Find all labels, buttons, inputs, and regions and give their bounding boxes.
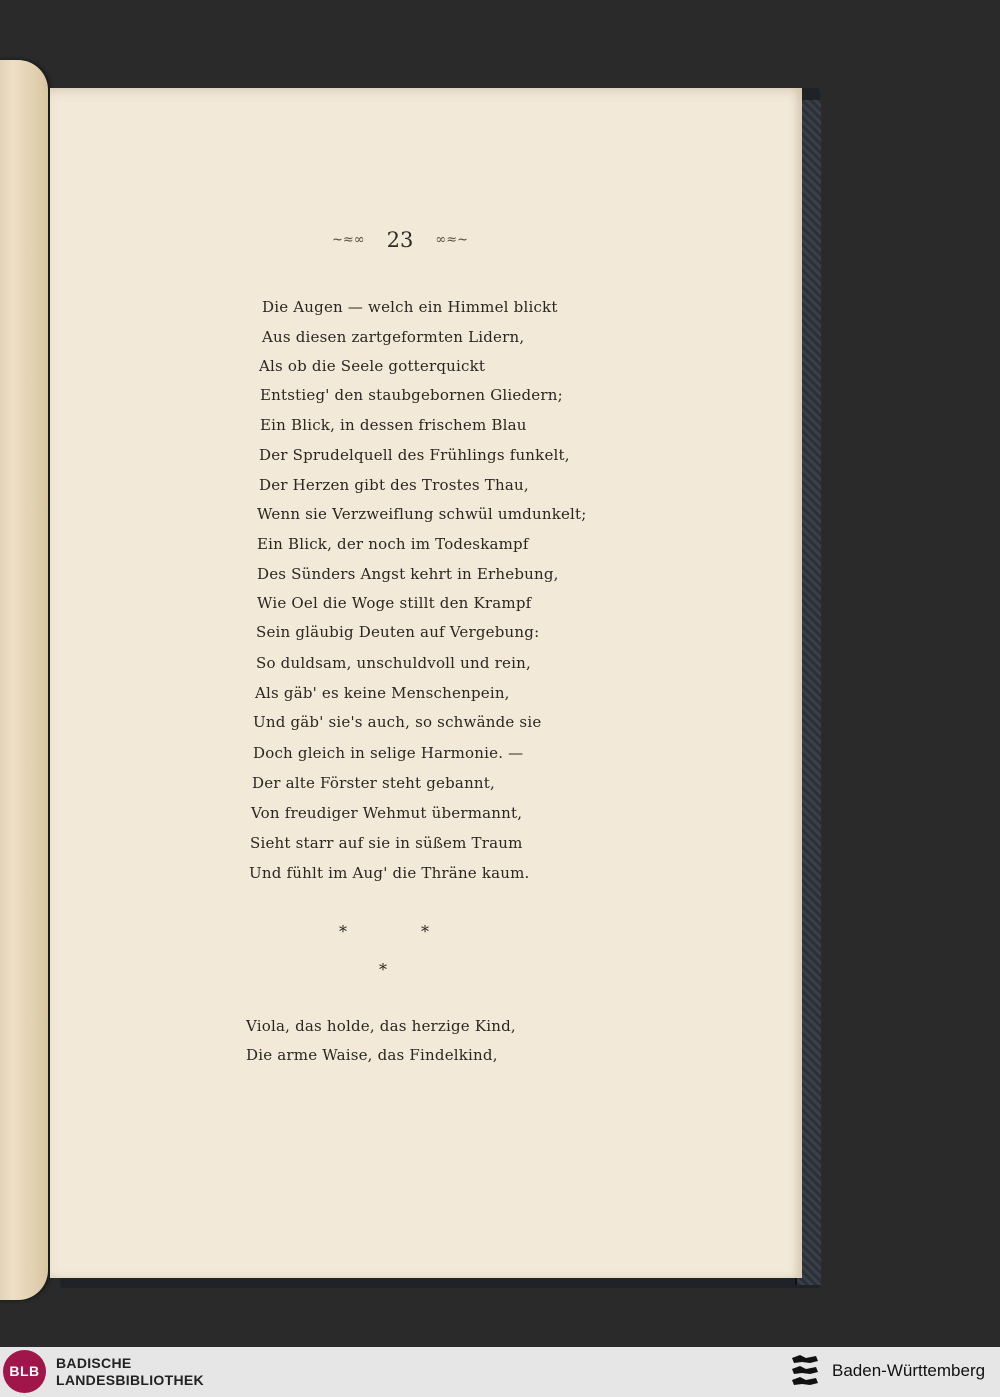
blb-library-name[interactable]: [56, 1355, 204, 1389]
book-page: [50, 88, 802, 1278]
section-asterisk: *: [421, 922, 429, 941]
verse-line: Die Augen — welch ein Himmel blickt: [262, 298, 558, 316]
verse-line: Des Sünders Angst kehrt in Erhebung,: [257, 565, 559, 583]
viewer-footer: [0, 1347, 1000, 1397]
verse-line: Ein Blick, der noch im Todeskampf: [257, 535, 529, 553]
section-asterisk: *: [339, 922, 347, 941]
ornament-right: ∞≈~: [435, 232, 468, 248]
verse-line: So duldsam, unschuldvoll und rein,: [256, 654, 531, 672]
verse-line: Sieht starr auf sie in süßem Traum: [250, 834, 523, 852]
blb-logo[interactable]: BLB: [3, 1350, 46, 1393]
verse-line: Viola, das holde, das herzige Kind,: [246, 1017, 516, 1035]
verse-line: Der alte Förster steht gebannt,: [252, 774, 495, 792]
verse-line: Und gäb' sie's auch, so schwände sie: [253, 713, 542, 731]
verse-line: Die arme Waise, das Findelkind,: [246, 1046, 498, 1064]
verse-line: Entstieg' den staubgebornen Gliedern;: [260, 386, 563, 404]
verse-line: Als ob die Seele gotterquickt: [259, 357, 486, 375]
baden-wuerttemberg-lions-icon[interactable]: [788, 1352, 822, 1392]
previous-page-edge: [0, 60, 48, 1300]
verse-line: Der Sprudelquell des Frühlings funkelt,: [259, 446, 570, 464]
page-header: [300, 228, 500, 252]
verse-line: Als gäb' es keine Menschenpein,: [255, 684, 510, 702]
verse-line: Ein Blick, in dessen frischem Blau: [260, 416, 527, 434]
blb-name-line1: BADISCHE: [56, 1355, 132, 1371]
verse-line: Wie Oel die Woge stillt den Krampf: [257, 594, 532, 612]
verse-line: Aus diesen zartgeformten Lidern,: [262, 328, 525, 346]
section-asterisk: *: [379, 960, 387, 979]
blb-name-line2: LANDESBIBLIOTHEK: [56, 1372, 204, 1388]
verse-line: Wenn sie Verzweiflung schwül umdunkelt;: [257, 505, 587, 523]
verse-line: Und fühlt im Aug' die Thräne kaum.: [249, 864, 530, 882]
verse-line: Der Herzen gibt des Trostes Thau,: [259, 476, 529, 494]
baden-wuerttemberg-label[interactable]: Baden-Württemberg: [832, 1361, 986, 1380]
page-number: 23: [386, 228, 414, 252]
verse-line: Sein gläubig Deuten auf Vergebung:: [256, 623, 540, 641]
ornament-left: ~≈∞: [332, 232, 365, 248]
verse-line: Doch gleich in selige Harmonie. —: [253, 744, 524, 762]
verse-line: Von freudiger Wehmut übermannt,: [251, 804, 523, 822]
